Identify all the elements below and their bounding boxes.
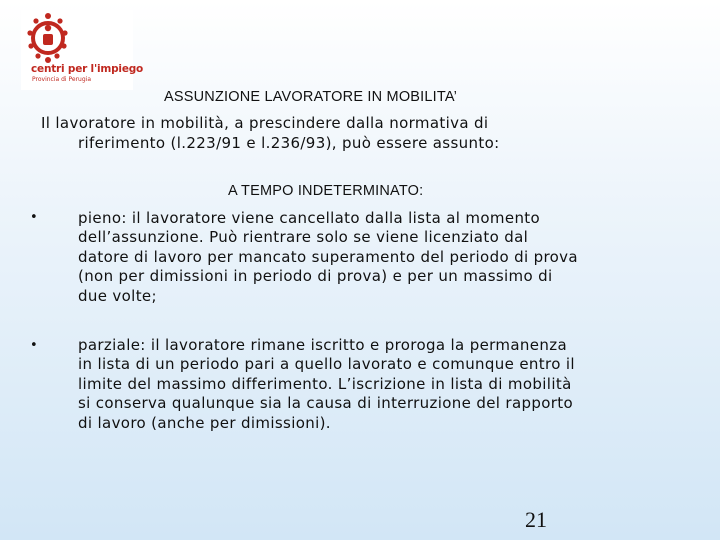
bullet-icon: • — [30, 210, 38, 225]
bullet-icon: • — [30, 338, 38, 353]
intro-paragraph — [41, 113, 681, 153]
logo-name: centri per l'impiego — [31, 63, 144, 75]
section-subtitle: A TEMPO INDETERMINATO: — [228, 183, 424, 199]
logo-subtitle: Provincia di Perugia — [32, 76, 91, 83]
page-number: 21 — [525, 507, 547, 532]
centri-impiego-emblem-icon — [21, 10, 133, 66]
bullet-parziale: parziale: il lavoratore rimane iscritto e proroga la permanenza in lista di un periodo pari a quello lavorato e comunque entro il limite del massimo differimento. L’iscrizione in lista di mobilità si conserva qualunque sia la causa di interruzione del rapporto di lavoro (anche per dimissioni). — [78, 336, 575, 432]
bullet-pieno: pieno: il lavoratore viene cancellato dalla lista al momento dell’assunzione. Può rientrare solo se viene licenziato dal datore di lavoro per mancato superamento del periodo di prova (non per dimissioni in periodo di prova) e per un massimo di due volte; — [78, 209, 578, 305]
logo — [21, 10, 144, 90]
page-title: ASSUNZIONE LAVORATORE IN MOBILITA’ — [164, 89, 458, 105]
intro-line-2: riferimento (l.223/91 e l.236/93), può essere assunto: — [78, 134, 500, 152]
intro-line-1: Il lavoratore in mobilità, a prescindere dalla normativa di — [41, 114, 489, 132]
